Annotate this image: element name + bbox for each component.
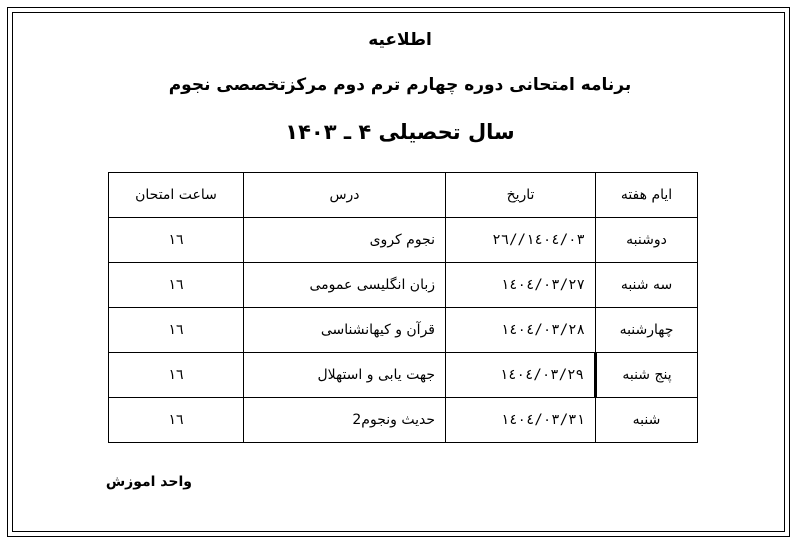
academic-year: سال تحصیلی ۴ ـ ۱۴۰۳ xyxy=(285,120,515,144)
row-date: ١٤٠٤/٠٣/٢٨ xyxy=(446,308,596,353)
row-date: ١٤٠٤/٠٣/٢٩ xyxy=(446,353,596,398)
row-day: چهارشنبه xyxy=(596,308,698,353)
row-date: ١٤٠٤/٠٣//٢٦ xyxy=(446,218,596,263)
row-course: نجوم کروی xyxy=(244,218,446,263)
table-row xyxy=(109,398,698,443)
header-day: ایام هفته xyxy=(596,173,698,218)
row-day: دوشنبه xyxy=(596,218,698,263)
row-course: حدیث ونجوم2 xyxy=(244,398,446,443)
row-date: ١٤٠٤/٠٣/٢٧ xyxy=(446,263,596,308)
row-time: ١٦ xyxy=(109,308,244,353)
program-title: برنامه امتحانی دوره چهارم ترم دوم مرکزتخصصی نجوم xyxy=(168,75,632,95)
row-course: قرآن و کیهانشناسی xyxy=(244,308,446,353)
table-row xyxy=(109,353,698,398)
row-course: زبان انگلیسی عمومی xyxy=(244,263,446,308)
row-date: ١٤٠٤/٠٣/٣١ xyxy=(446,398,596,443)
row-time: ١٦ xyxy=(109,398,244,443)
row-time: ١٦ xyxy=(109,353,244,398)
table-row xyxy=(109,218,698,263)
row-day: پنج شنبه xyxy=(596,353,698,398)
row-time: ١٦ xyxy=(109,263,244,308)
header-time: ساعت امتحان xyxy=(109,173,244,218)
row-day: سه شنبه xyxy=(596,263,698,308)
row-time: ١٦ xyxy=(109,218,244,263)
table-row xyxy=(109,263,698,308)
exam-schedule-table xyxy=(108,172,698,443)
table-header-row xyxy=(109,173,698,218)
education-unit-signature: واحد اموزش xyxy=(105,474,192,490)
row-course: جهت یابی و استهلال xyxy=(244,353,446,398)
notice-title: اطلاعیه xyxy=(368,30,432,50)
header-course: درس xyxy=(244,173,446,218)
table-row xyxy=(109,308,698,353)
header-date: تاریخ xyxy=(446,173,596,218)
row-day: شنبه xyxy=(596,398,698,443)
